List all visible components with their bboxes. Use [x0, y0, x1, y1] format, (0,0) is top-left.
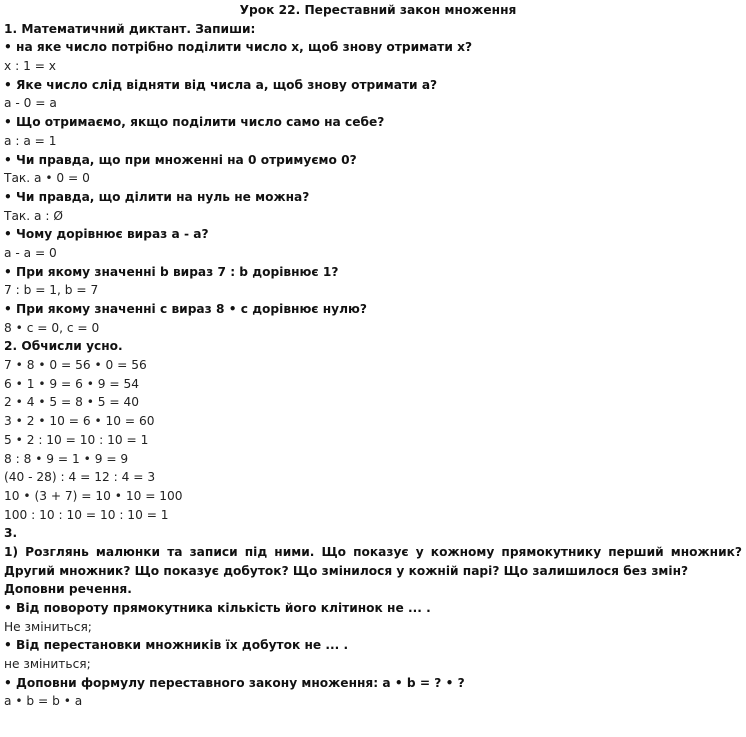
calculation: 8 : 8 • 9 = 1 • 9 = 9 — [4, 451, 129, 466]
answer: х : 1 = х — [4, 59, 56, 74]
answer: 8 • с = 0, с = 0 — [4, 320, 100, 335]
section-3 — [4, 599, 742, 711]
calculation: (40 - 28) : 4 = 12 : 4 = 3 — [4, 470, 156, 485]
answer: Так. а : Ø — [4, 208, 63, 223]
answer: Так. а • 0 = 0 — [4, 171, 90, 186]
question: • на яке число потрібно поділити число х, щоб знову отримати х? — [4, 40, 473, 55]
calculation: 7 • 8 • 0 = 56 • 0 = 56 — [4, 358, 147, 373]
calculation: 6 • 1 • 9 = 6 • 9 = 54 — [4, 376, 140, 391]
calculation: 100 : 10 : 10 = 10 : 10 = 1 — [4, 507, 169, 522]
calculation: 2 • 4 • 5 = 8 • 5 = 40 — [4, 395, 140, 410]
question: • Що отримаємо, якщо поділити число само на себе? — [4, 115, 385, 130]
answer: а : а = 1 — [4, 133, 57, 148]
answer: а • b = b • а — [4, 694, 83, 709]
question: • Чому дорівнює вираз а - а? — [4, 227, 209, 242]
question: • При якому значенні b вираз 7 : b дорівнює 1? — [4, 264, 339, 279]
question: • Доповни формулу переставного закону множення: а • b = ? • ? — [4, 675, 465, 690]
question: • Від повороту прямокутника кількість його клітинок не ... . — [4, 601, 431, 616]
section-3-paragraph: 1) Розглянь малюнки та записи під ними. Що показує у кожному прямокутнику перший множник? Другий множник? Що показує добуток? Що змінилося у кожній парі? Що залишилося без змін? — [4, 544, 742, 578]
answer: а - а = 0 — [4, 245, 57, 260]
section-2-heading: 2. Обчисли усно. — [4, 339, 123, 354]
calculation: 5 • 2 : 10 = 10 : 10 = 1 — [4, 432, 149, 447]
page-title: Урок 22. Переставний закон множення — [239, 3, 517, 17]
question: • Чи правда, що при множенні на 0 отримуємо 0? — [4, 152, 357, 167]
question: • Від перестановки множників їх добуток не ... . — [4, 638, 349, 653]
question: • Яке число слід відняти від числа а, щоб знову отримати а? — [4, 77, 438, 92]
section-2 — [4, 356, 742, 524]
question: • Чи правда, що ділити на нуль не можна? — [4, 189, 310, 204]
answer: не зміниться; — [4, 657, 91, 672]
section-1 — [4, 38, 742, 337]
answer: Не зміниться; — [4, 619, 92, 634]
calculation: 10 • (3 + 7) = 10 • 10 = 100 — [4, 488, 183, 503]
question: • При якому значенні с вираз 8 • с дорівнює нулю? — [4, 302, 367, 316]
section-3-subheading: Доповни речення. — [4, 582, 132, 597]
calculation: 3 • 2 • 10 = 6 • 10 = 60 — [4, 414, 155, 429]
answer: 7 : b = 1, b = 7 — [4, 283, 99, 298]
section-1-heading: 1. Математичний диктант. Запиши: — [4, 21, 256, 36]
answer: а - 0 = а — [4, 96, 57, 111]
section-3-heading: 3. — [4, 526, 18, 541]
